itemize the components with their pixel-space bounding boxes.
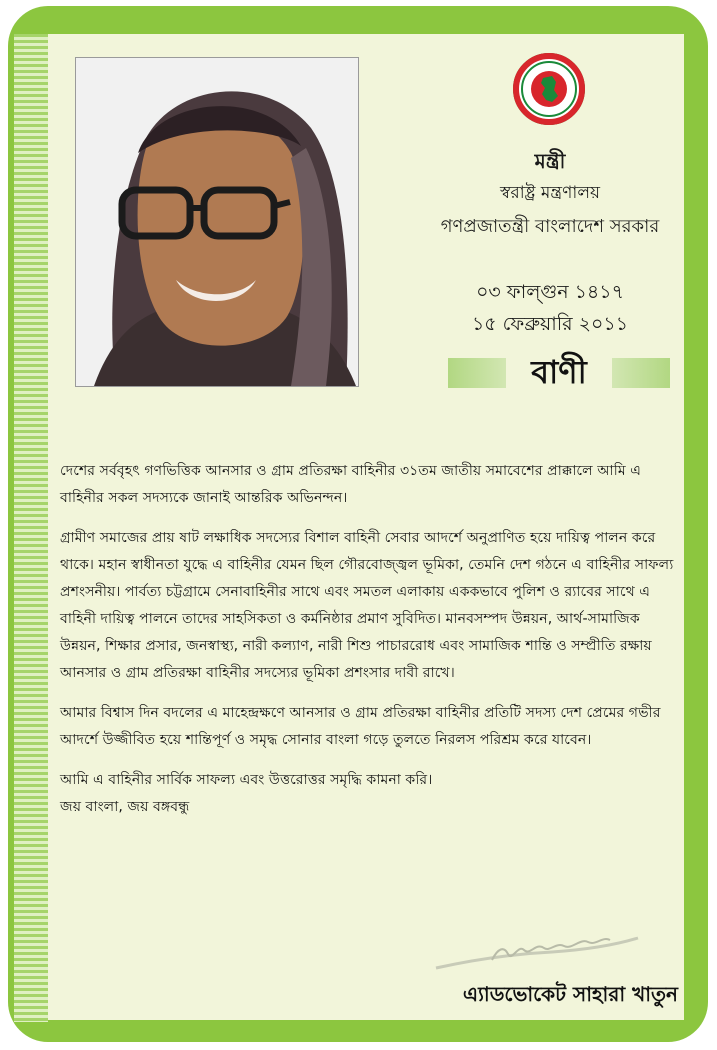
message-paragraph: গ্রামীণ সমাজের প্রায় ষাট লক্ষাধিক সদস্যের বিশাল বাহিনী সেবার আদর্শে অনুপ্রাণিত হয়ে দায়িত্ব পালন করে থাকে। মহান স্বাধীনতা যুদ্ধে এ বাহিনীর যেমন ছিল গৌরবোজ্জ্বল ভূমিকা, তেমনি দেশ গঠনে এ বাহিনীর সাফল্য প্রশংসনীয়। পার্বত্য চট্টগ্রামে সেনাবাহিনীর সাথে এবং সমতল এলাকায় এককভাবে পুলিশ ও র‌্যাবের সাথে এ বাহিনী দায়িত্ব পালনে তাদের সাহসিকতা ও কর্মনিষ্ঠার প্রমাণ সুবিদিত। মানবসম্পদ উন্নয়ন, আর্থ-সামাজিক উন্নয়ন, শিক্ষার প্রসার, জনস্বাস্থ্য, নারী কল্যাণ, নারী শিশু পাচাররোধ এবং সামাজিক শান্তি ও সম্প্রীতি রক্ষায় আনসার ও গ্রাম প্রতিরক্ষা বাহিনীর সদস্যের ভূমিকা প্রশংসার দাবী রাখে। bbox=[60, 530, 674, 681]
closing-slogan: জয় বাংলা, জয় বঙ্গবন্ধু bbox=[60, 799, 190, 815]
message-paragraph: আমি এ বাহিনীর সার্বিক সাফল্য এবং উত্তরোত্তর সমৃদ্ধি কামনা করি। bbox=[60, 772, 433, 788]
message-body bbox=[60, 458, 676, 821]
ministry-name: স্বরাষ্ট্র মন্ত্রণালয় bbox=[500, 183, 600, 203]
date-bengali: ০৩ ফাল্গুন ১৪১৭ bbox=[476, 281, 624, 303]
government-seal-icon bbox=[512, 52, 586, 126]
minister-title: মন্ত্রী bbox=[534, 149, 566, 173]
message-paragraph: দেশের সর্ববৃহৎ গণভিত্তিক আনসার ও গ্রাম প্রতিরক্ষা বাহিনীর ৩১তম জাতীয় সমাবেশের প্রাক্কালে আমি এ বাহিনীর সকল সদস্যকে জানাই আন্তরিক অভিনন্দন। bbox=[60, 463, 642, 506]
message-paragraph: আমার বিশ্বাস দিন বদলের এ মাহেন্দ্রক্ষণে আনসার ও গ্রাম প্রতিরক্ষা বাহিনীর প্রতিটি সদস্য দেশ প্রেমের গভীর আদর্শে উজ্জীবিত হয়ে শান্তিপূর্ণ ও সমৃদ্ধ সোনার বাংলা গড়ে তুলতে নিরলস পরিশ্রম করে যাবেন। bbox=[60, 705, 661, 748]
author-name: এ্যাডভোকেট সাহারা খাতুন bbox=[462, 982, 678, 1006]
message-heading: বাণী bbox=[506, 347, 612, 393]
handwritten-signature bbox=[432, 930, 642, 976]
date-english: ১৫ ফেব্রুয়ারি ২০১১ bbox=[471, 313, 629, 335]
minister-portrait bbox=[75, 57, 359, 387]
government-name: গণপ্রজাতন্ত্রী বাংলাদেশ সরকার bbox=[440, 216, 660, 237]
decorative-stripes bbox=[14, 34, 48, 1022]
